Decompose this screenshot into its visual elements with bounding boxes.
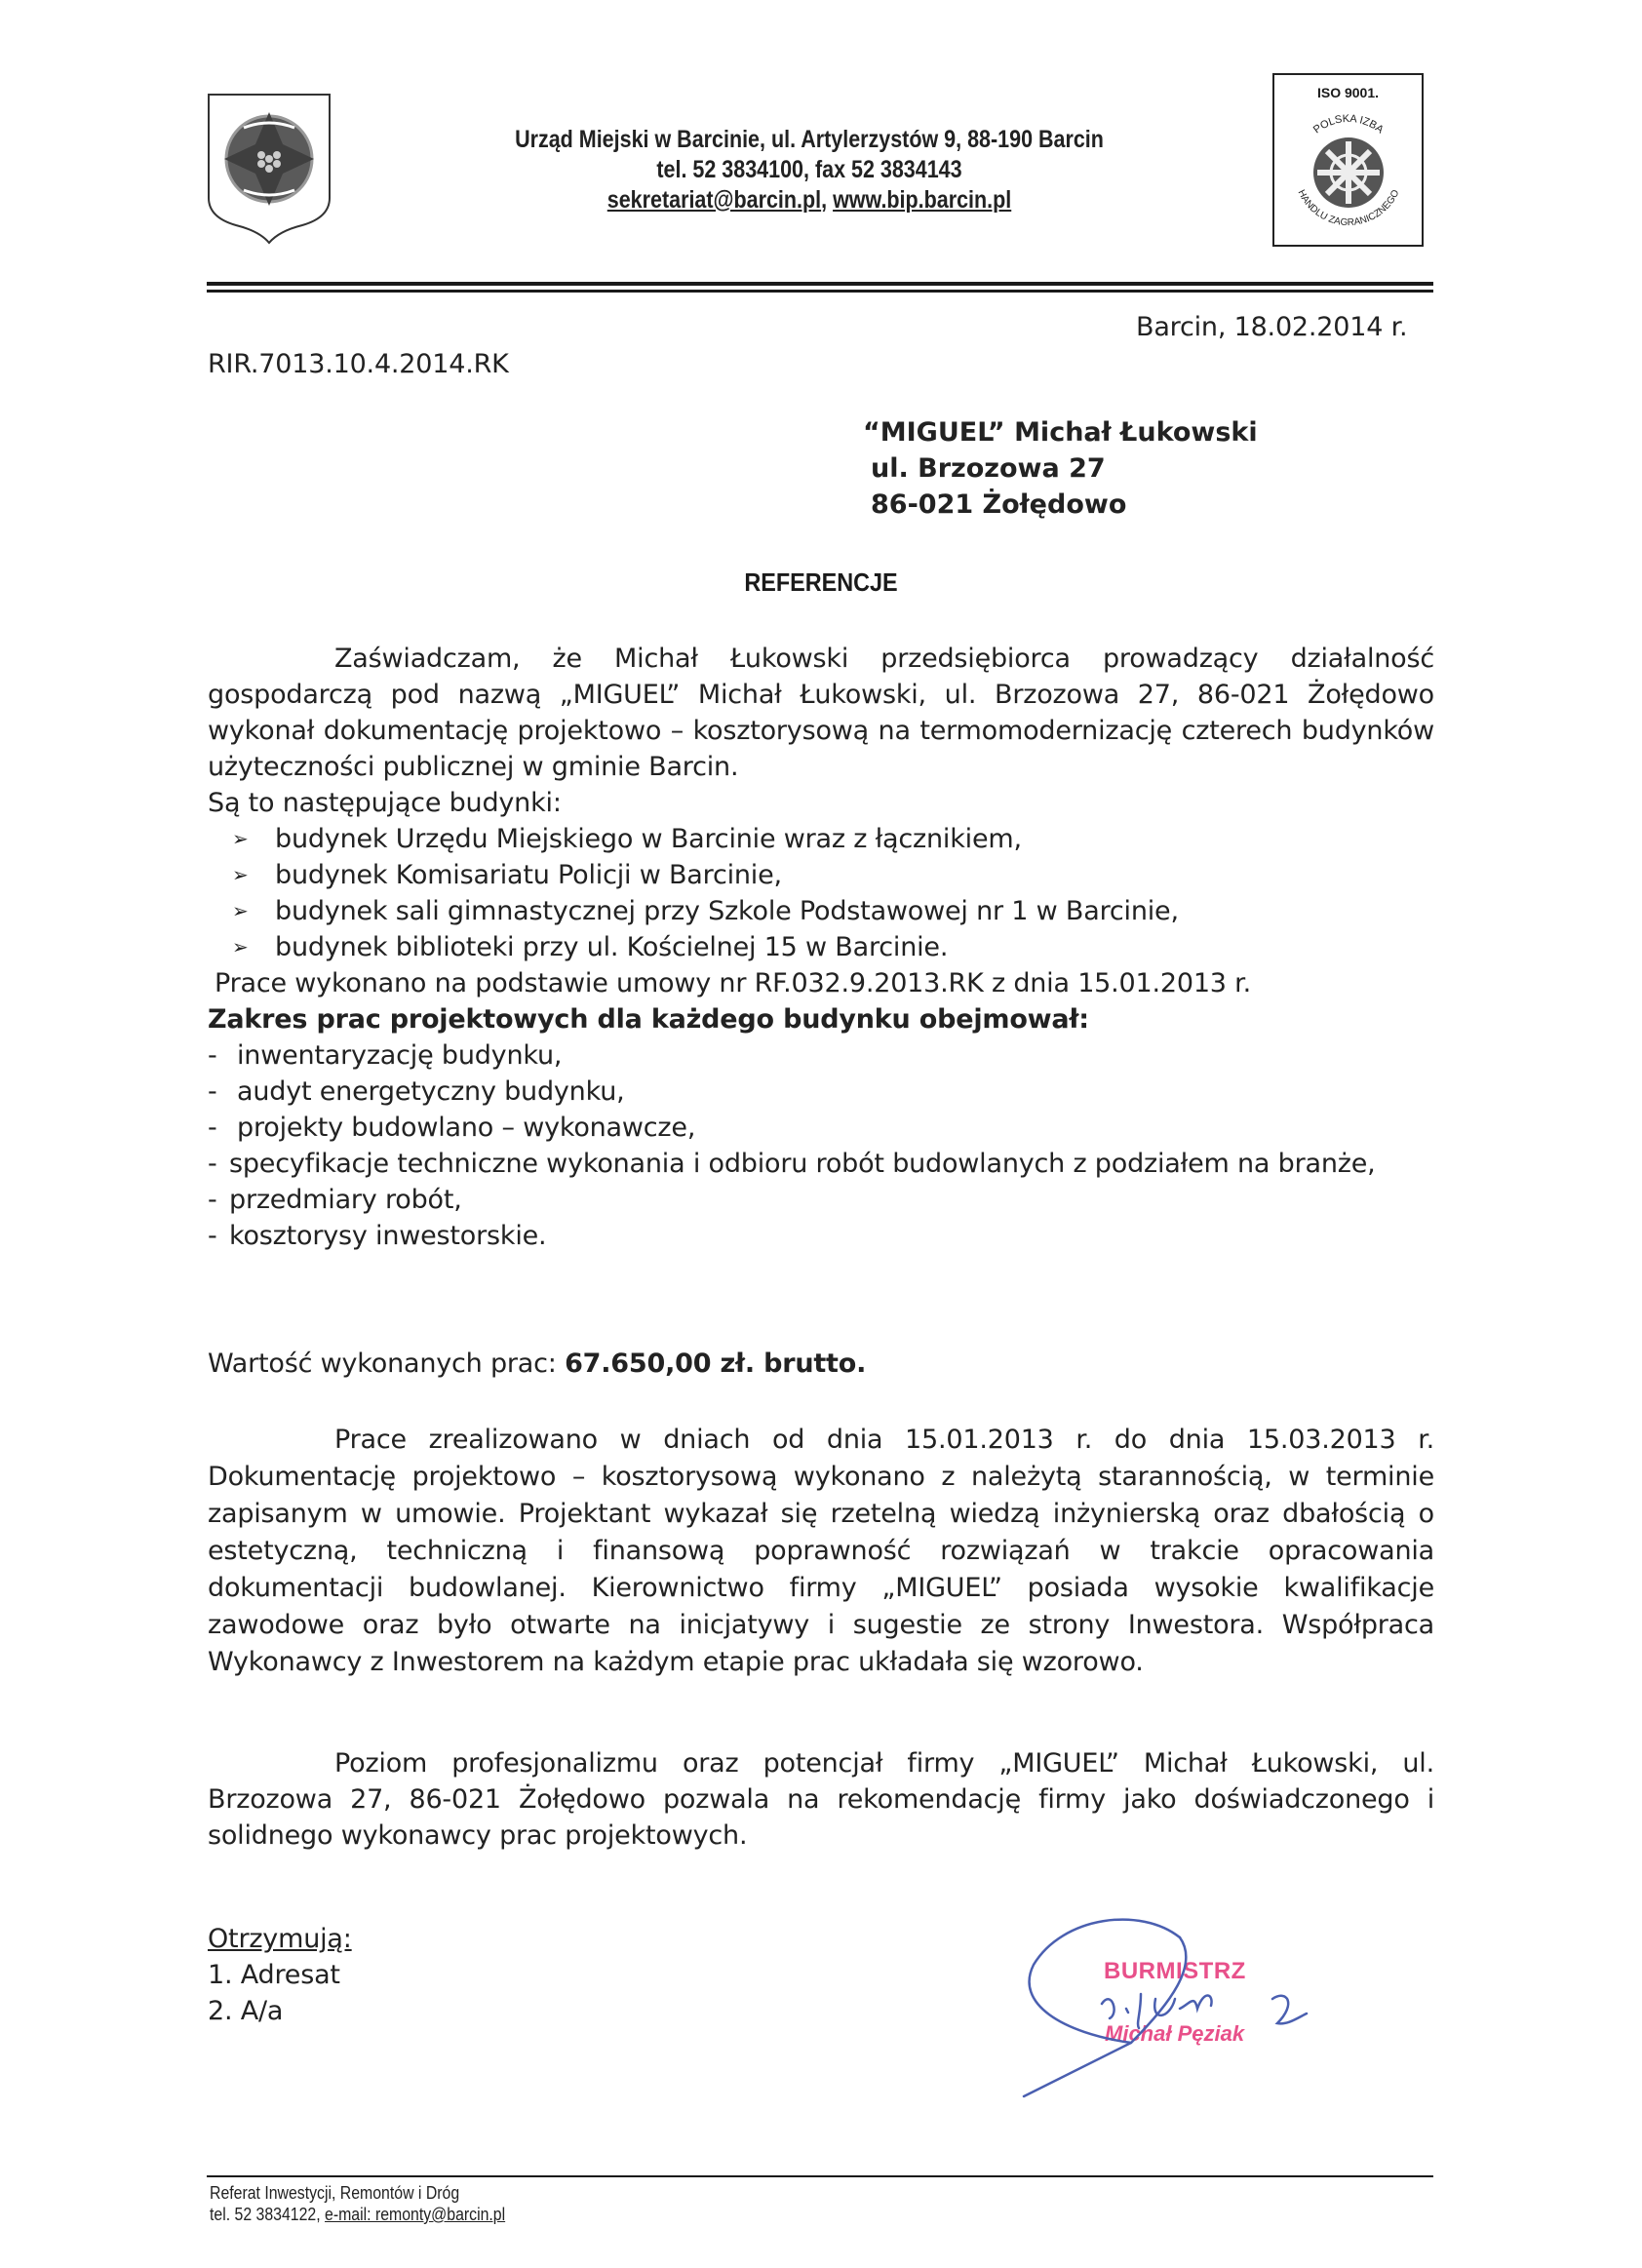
arrow-bullet-icon: ➢ [232, 827, 249, 850]
list-item: - specyfikacje techniczne wykonania i odbioru robót budowlanych z podziałem na branże, [208, 1146, 1434, 1182]
value-line [208, 1346, 1434, 1382]
footer-phone: tel. 52 3834122, [210, 2205, 326, 2224]
footer-contact [210, 2182, 505, 2225]
list-item [232, 821, 1179, 857]
list-item: - inwentaryzację budynku, [208, 1037, 1434, 1074]
arrow-bullet-icon: ➢ [232, 863, 249, 886]
value-label: Wartość wykonanych prac: [208, 1349, 557, 1379]
iso-title: ISO 9001. [1316, 85, 1380, 100]
building-item: budynek biblioteki przy ul. Kościelnej 15 w Barcinie. [275, 932, 949, 962]
iso-ring-top: POLSKA IZBA [1310, 112, 1387, 137]
list-item [232, 893, 1179, 929]
handwritten-signature-icon [1004, 1897, 1316, 2101]
recipient-city: 86-021 Żołędowo [871, 489, 1127, 520]
office-email-link[interactable]: sekretariat@barcin.pl [606, 186, 822, 214]
distribution-item: 1. Adresat [208, 1960, 340, 1990]
scope-item: przedmiary robót, [229, 1185, 462, 1215]
recommendation-paragraph: Poziom profesjonalizmu oraz potencjał firmy „MIGUEL” Michał Łukowski, ul. Brzozowa 27, 86-021 Żołędowo pozwala na rekomendację firmy jako doświadczonego i solidnego wykonawcy prac projektowych. [208, 1748, 1434, 1851]
distribution-item: 2. A/a [208, 1996, 284, 2026]
building-item: budynek Urzędu Miejskiego w Barcinie wraz z łącznikiem, [275, 824, 1022, 854]
arrow-bullet-icon: ➢ [232, 899, 249, 922]
office-address: Urząd Miejski w Barcinie, ul. Artylerzystów 9, 88-190 Barcin [515, 126, 1104, 153]
distribution-list [208, 1921, 352, 2029]
recipient-address [863, 414, 1258, 523]
scope-item: kosztorysy inwestorskie. [229, 1221, 547, 1251]
header-divider-thick [207, 282, 1433, 286]
buildings-intro: Są to następujące budynki: [208, 788, 562, 818]
scope-item: projekty budowlano – wykonawcze, [237, 1113, 696, 1143]
footer-divider [207, 2175, 1433, 2177]
distribution-heading: Otrzymują: [208, 1924, 352, 1954]
letter-date: Barcin, 18.02.2014 r. [1136, 312, 1408, 342]
footer-department: Referat Inwestycji, Remontów i Dróg [210, 2183, 460, 2203]
scope-item: inwentaryzację budynku, [237, 1040, 563, 1071]
header-divider-thin [207, 290, 1433, 293]
contract-info: Prace wykonano na podstawie umowy nr RF.032.9.2013.RK z dnia 15.01.2013 r. [215, 968, 1251, 998]
document-title: REFERENCJE [744, 567, 898, 597]
list-item: - projekty budowlano – wykonawcze, [208, 1110, 1434, 1146]
coat-of-arms-icon [205, 91, 333, 247]
scope-list [208, 1037, 1434, 1254]
building-item: budynek Komisariatu Policji w Barcinie, [275, 860, 782, 890]
list-item: - kosztorysy inwestorskie. [208, 1218, 1434, 1254]
footer-email-link[interactable]: e-mail: remonty@barcin.pl [325, 2205, 506, 2224]
scope-item: audyt energetyczny budynku, [237, 1076, 625, 1107]
list-item [232, 929, 1179, 965]
arrow-bullet-icon: ➢ [232, 935, 249, 958]
chamber-of-commerce-logo-icon [1282, 104, 1415, 237]
office-phone-fax: tel. 52 3834100, fax 52 3834143 [656, 156, 962, 183]
reference-number: RIR.7013.10.4.2014.RK [208, 349, 509, 379]
list-item: - audyt energetyczny budynku, [208, 1074, 1434, 1110]
execution-paragraph: Prace zrealizowano w dniach od dnia 15.01.2013 r. do dnia 15.03.2013 r. Dokumentację projektowo – kosztorysową wykonano z należytą starannością, w terminie zapisanym w umowie. Projektant wykazał się rzetelną wiedzą inżynierską oraz dbałością o estetyczną, techniczną i finansową poprawność rozwiązań w trakcie opracowania dokumentacji budowlanej. Kierownictwo firmy „MIGUEL” posiada wysokie kwalifikacje zawodowe oraz było otwarte na inicjatywy i sugestie ze strony Inwestora. Współpraca Wykonawcy z Inwestorem na każdym etapie prac układała się wzorowo. [208, 1425, 1434, 1677]
mayor-stamp-title: BURMISTRZ [1104, 1958, 1246, 1984]
recipient-name: “MIGUEL” Michał Łukowski [863, 417, 1258, 448]
iso-certificate-badge [1272, 73, 1424, 247]
intro-paragraph: Zaświadczam, że Michał Łukowski przedsiębiorca prowadzący działalność gospodarczą pod nazwą „MIGUEL” Michał Łukowski, ul. Brzozowa 27, 86-021 Żołędowo wykonał dokumentację projektowo – kosztorysową na termomodernizację czterech budynków użyteczności publicznej w gminie Barcin. [208, 644, 1434, 782]
iso-ring-bottom: HANDLU ZAGRANICZNEGO [1295, 188, 1402, 229]
mayor-stamp-name: Michał Pęziak [1105, 2021, 1245, 2046]
recipient-street: ul. Brzozowa 27 [871, 453, 1106, 484]
contact-separator: , [821, 186, 834, 214]
list-item [232, 857, 1179, 893]
svg-text:POLSKA IZBA [1311, 113, 1387, 137]
office-website-link[interactable]: www.bip.barcin.pl [833, 186, 1012, 214]
building-item: budynek sali gimnastycznej przy Szkole Podstawowej nr 1 w Barcinie, [275, 896, 1179, 926]
office-contacts [499, 185, 1119, 215]
value-amount: 67.650,00 zł. brutto. [565, 1349, 867, 1379]
letterhead-address [499, 125, 1119, 215]
scope-heading: Zakres prac projektowych dla każdego budynku obejmował: [208, 1004, 1089, 1035]
footer-contact-line [210, 2204, 505, 2225]
scope-item: specyfikacje techniczne wykonania i odbioru robót budowlanych z podziałem na branże, [229, 1149, 1376, 1179]
list-item: - przedmiary robót, [208, 1182, 1434, 1218]
buildings-list [232, 821, 1179, 965]
